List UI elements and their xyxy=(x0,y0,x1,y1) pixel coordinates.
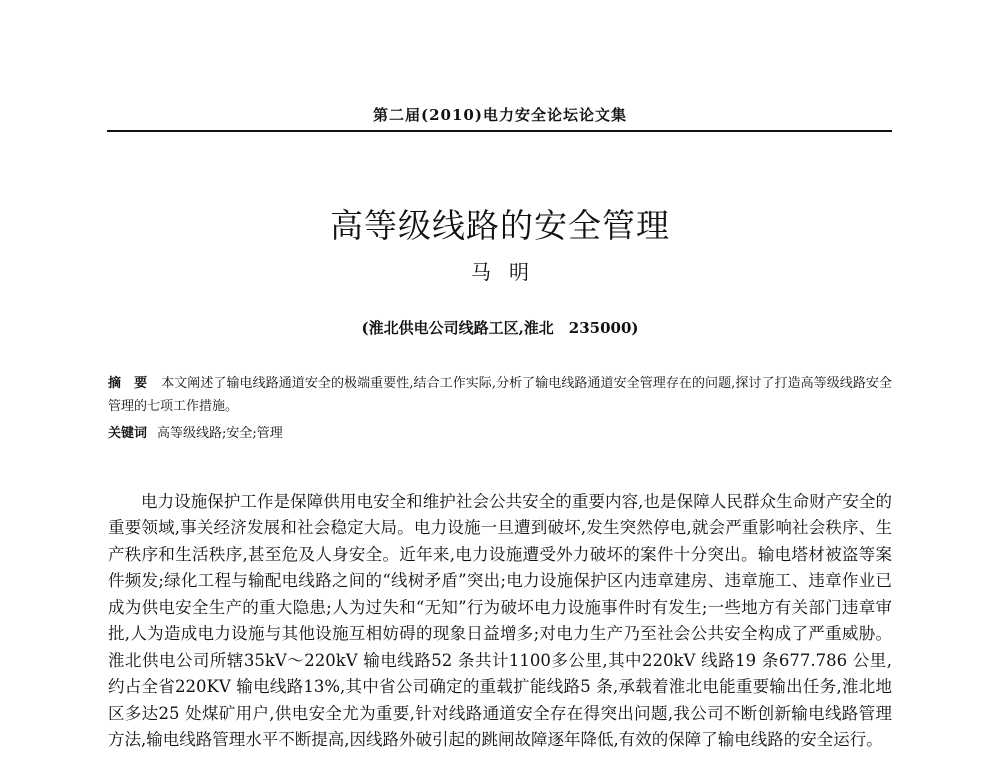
abstract xyxy=(108,372,892,418)
abstract-text: 本文阐述了输电线路通道安全的极端重要性,结合工作实际,分析了输电线路通道安全管理存在的问题,探讨了打造高等级线路安全管理的七项工作措施。 xyxy=(108,376,892,414)
keywords-label: 关键词 xyxy=(108,426,148,441)
keywords xyxy=(108,422,892,445)
header-rule xyxy=(107,130,892,132)
keywords-text: 高等级线路;安全;管理 xyxy=(157,426,283,441)
author-affiliation: (淮北供电公司线路工区,淮北 235000) xyxy=(361,319,639,337)
abstract-label: 摘 要 xyxy=(108,376,148,391)
paper-title: 高等级线路的安全管理 xyxy=(330,206,670,246)
body-paragraph: 电力设施保护工作是保障供用电安全和维护社会公共安全的重要内容,也是保障人民群众生命财产安全的重要领域,事关经济发展和社会稳定大局。电力设施一旦遭到破坏,发生突然停电,就会严重影响社会秩序、生产秩序和生活秩序,甚至危及人身安全。近年来,电力设施遭受外力破坏的案件十分突出。输电塔材被盗等案件频发;绿化工程与输配电线路之间的“线树矛盾”突出;电力设施保护区内违章建房、违章施工、违章作业已成为供电安全生产的重大隐患;人为过失和“无知”行为破坏电力设施事件时有发生;一些地方有关部门违章审批,人为造成电力设施与其他设施互相妨碍的现象日益增多;对电力生产乃至社会公共安全构成了严重威胁。淮北供电公司所辖35kV～220kV 输电线路52 条共计1100多公里,其中220kV 线路19 条677.786 公里,约占全省220KV 输电线路13%,其中省公司确定的重载扩能线路5 条,承载着淮北电能重要输出任务,淮北地区多达25 处煤矿用户,供电安全尤为重要,针对线路通道安全存在得突出问题,我公司不断创新输电线路管理方法,输电线路管理水平不断提高,因线路外破引起的跳闸故障逐年降低,有效的保障了输电线路的安全运行。 xyxy=(108,491,892,749)
running-head: 第二届(2010)电力安全论坛论文集 xyxy=(373,106,627,124)
author-name: 马明 xyxy=(471,260,547,284)
